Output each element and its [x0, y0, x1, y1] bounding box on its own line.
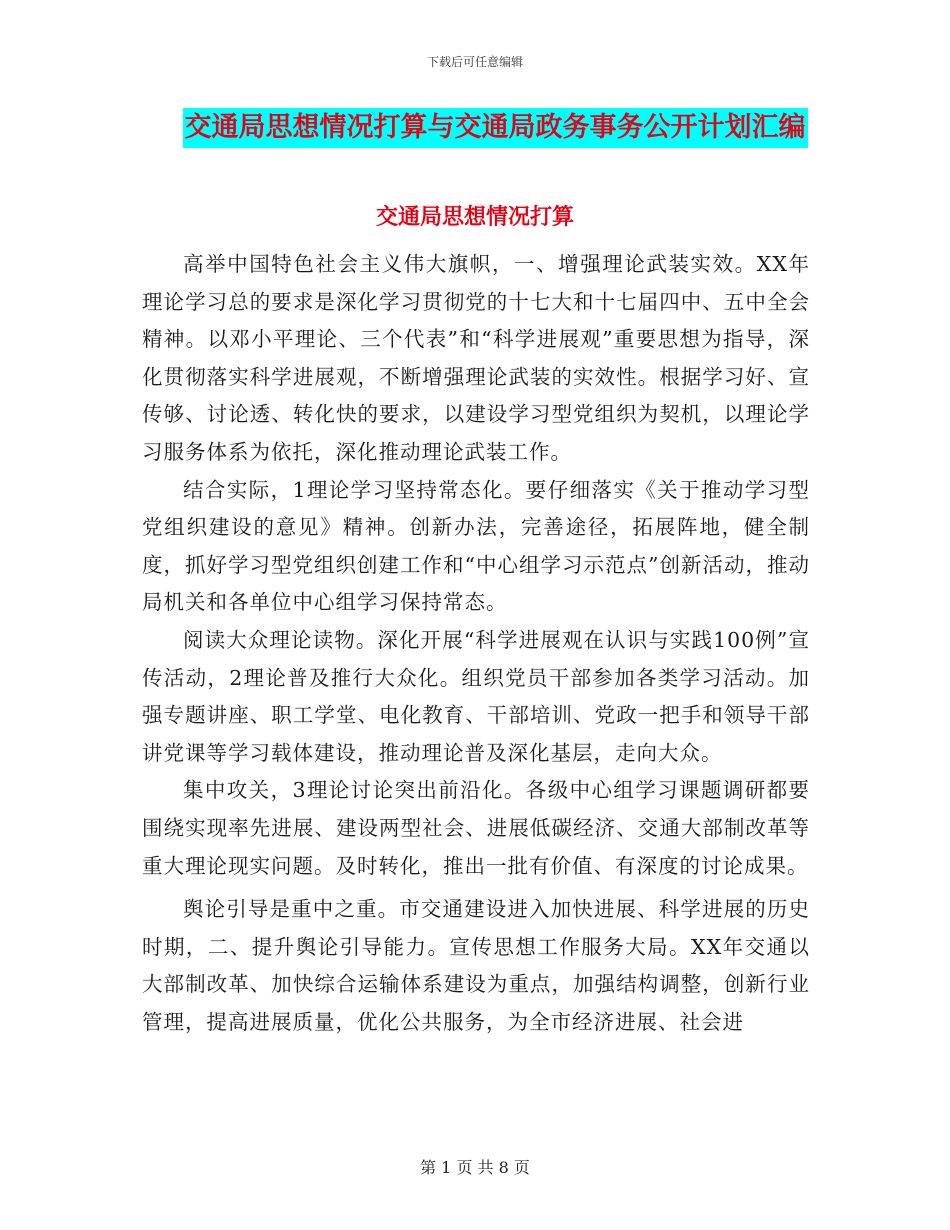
- body-text: [142, 246, 810, 1041]
- doc-title-wrap: [0, 108, 950, 148]
- paragraph: 集中攻关，3理论讨论突出前沿化。各级中心组学习课题调研都要围绕实现率先进展、建设两型社会、进展低碳经济、交通大部制改革等重大理论现实问题。及时转化，推出一批有价值、有深度的讨论成果。: [142, 778, 810, 878]
- paragraph: 结合实际，1理论学习坚持常态化。要仔细落实《关于推动学习型党组织建设的意见》精神。创新办法，完善途径，拓展阵地，健全制度，抓好学习型党组织创建工作和“中心组学习示范点”创新活动，推动局机关和各单位中心组学习保持常态。: [142, 477, 810, 615]
- paragraph: 高举中国特色社会主义伟大旗帜，一、增强理论武装实效。XX年理论学习总的要求是深化学习贯彻党的十七大和十七届四中、五中全会精神。以邓小平理论、三个代表”和“科学进展观”重要思想为指导，深化贯彻落实科学进展观，不断增强理论武装的实效性。根据学习好、宣传够、讨论透、转化快的要求，以建设学习型党组织为契机，以理论学习服务体系为依托，深化推动理论武装工作。: [142, 252, 810, 464]
- header-note: 下载后可任意编辑: [426, 55, 523, 69]
- paragraph: 阅读大众理论读物。深化开展“科学进展观在认识与实践100例”宣传活动，2理论普及推行大众化。组织党员干部参加各类学习活动。加强专题讲座、职工学堂、电化教育、干部培训、党政一把手和领导干部讲党课等学习载体建设，推动理论普及深化基层，走向大众。: [142, 627, 810, 765]
- paragraph: 舆论引导是重中之重。市交通建设进入加快进展、科学进展的历史时期，二、提升舆论引导能力。宣传思想工作服务大局。XX年交通以大部制改革、加快综合运输体系建设为重点，加强结构调整，创新行业管理，提高进展质量，优化公共服务，为全市经济进展、社会进: [142, 897, 810, 1034]
- document-title: 交通局思想情况打算与交通局政务事务公开计划汇编: [183, 108, 808, 148]
- page-footer: 第 1 页 共 8 页: [420, 1158, 530, 1177]
- section-title: 交通局思想情况打算: [375, 205, 574, 230]
